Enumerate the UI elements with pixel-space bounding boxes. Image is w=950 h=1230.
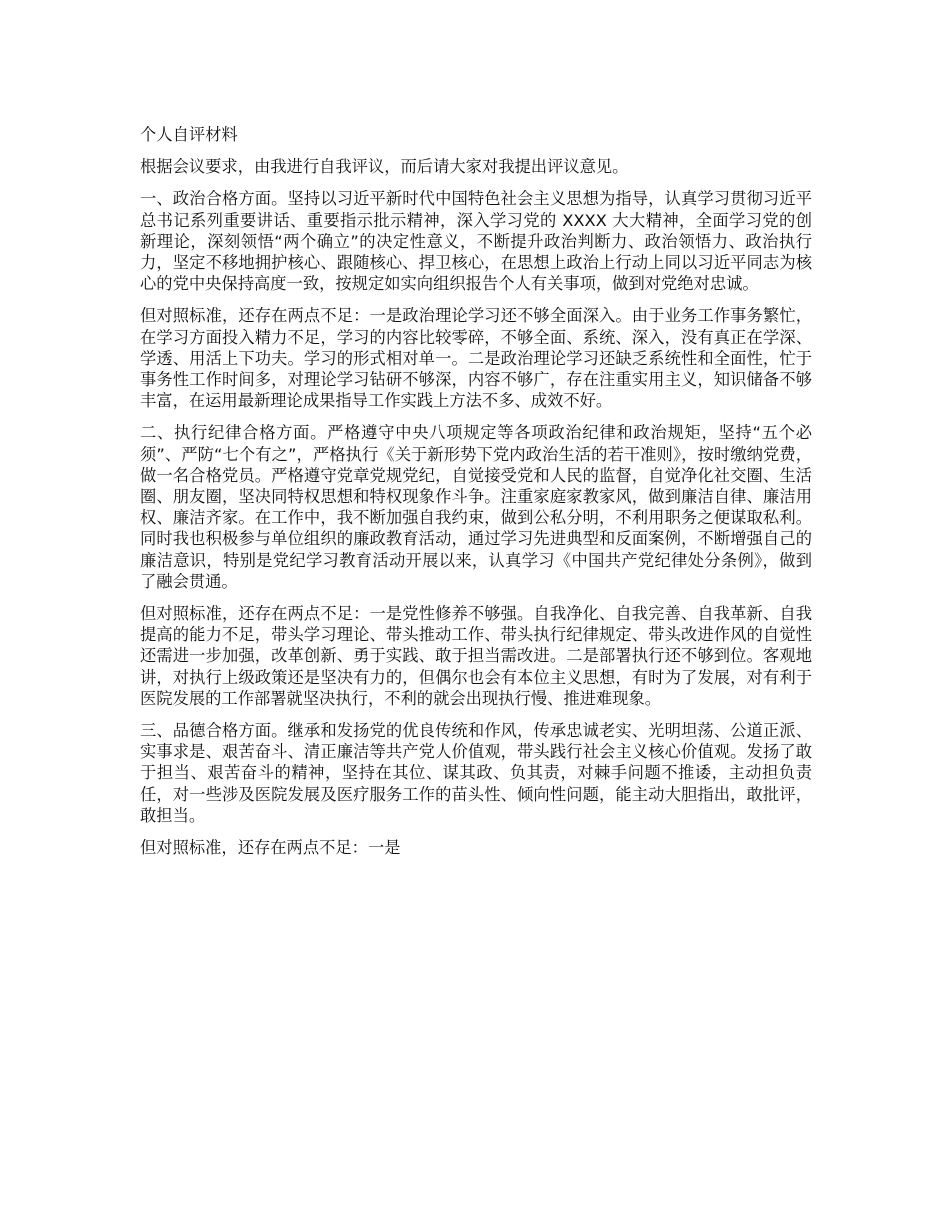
paragraph-morality-shortcomings: 但对照标准，还存在两点不足：一是 xyxy=(140,838,401,858)
paragraph-intro: 根据会议要求，由我进行自我评议，而后请大家对我提出评议意见。 xyxy=(140,157,629,177)
paragraph-political-shortcomings: 但对照标准，还存在两点不足：一是政治理论学习还不够全面深入。由于业务工作事务繁忙，在学习方面投入精力不足，学习的内容比较零碎，不够全面、系统、深入，没有真正在学深、学透、用活上下功夫。学习的形式相对单一。二是政治理论学习还缺乏系统性和全面性，忙于事务性工作时间多，对理论学习钻研不够深，内容不够广，存在注重实用主义，知识储备不够丰富，在运用最新理论成果指导工作实践上方法不多、成效不好。 xyxy=(140,306,812,411)
paragraph-political-qualification: 一、政治合格方面。坚持以习近平新时代中国特色社会主义思想为指导，认真学习贯彻习近平总书记系列重要讲话、重要指示批示精神，深入学习党的 XXXX 大大精神，全面学习党的创新理论，深刻领悟“两个确立”的决定性意义，不断提升政治判断力、政治领悟力、政治执行力，坚定不移地拥护核心、跟随核心、捍卫核心，在思想上政治上行动上同以习近平同志为核心的党中央保持高度一致，按规定如实向组织报告个人有关事项，做到对党绝对忠诚。 xyxy=(140,189,812,294)
paragraph-morality-qualification: 三、品德合格方面。继承和发扬党的优良传统和作风，传承忠诚老实、光明坦荡、公道正派、实事求是、艰苦奋斗、清正廉洁等共产党人价值观，带头践行社会主义核心价值观。发扬了敢于担当、艰苦奋斗的精神，坚持在其位、谋其政、负其责，对棘手问题不推诿，主动担负责任，对一些涉及医院发展及医疗服务工作的苗头性、倾向性问题，能主动大胆指出，敢批评，敢担当。 xyxy=(140,721,812,825)
document-body xyxy=(140,124,812,869)
paragraph-discipline-qualification: 二、执行纪律合格方面。严格遵守中央八项规定等各项政治纪律和政治规矩，坚持“五个必须”、严防“七个有之”，严格执行《关于新形势下党内政治生活的若干准则》，按时缴纳党费，做一名合格党员。严格遵守党章党规党纪，自觉接受党和人民的监督，自觉净化社交圈、生活圈、朋友圈，坚决同特权思想和特权现象作斗争。注重家庭家教家风，做到廉洁自律、廉洁用权、廉洁齐家。在工作中，我不断加强自我约束，做到公私分明，不利用职务之便谋取私利。同时我也积极参与单位组织的廉政教育活动，通过学习先进典型和反面案例，不断增强自己的廉洁意识，特别是党纪学习教育活动开展以来，认真学习《中国共产党纪律处分条例》，做到了融会贯通。 xyxy=(140,423,812,591)
paragraph-discipline-shortcomings: 但对照标准，还存在两点不足：一是党性修养不够强。自我净化、自我完善、自我革新、自我提高的能力不足，带头学习理论、带头推动工作、带头执行纪律规定、带头改进作风的自觉性还需进一步加强，改革创新、勇于实践、敢于担当需改进。二是部署执行还不够到位。客观地讲，对执行上级政策还是坚决有力的，但偶尔也会有本位主义思想，有时为了发展，对有利于医院发展的工作部署就坚决执行，不利的就会出现执行慢、推进难现象。 xyxy=(140,604,812,708)
document-title: 个人自评材料 xyxy=(140,125,238,144)
